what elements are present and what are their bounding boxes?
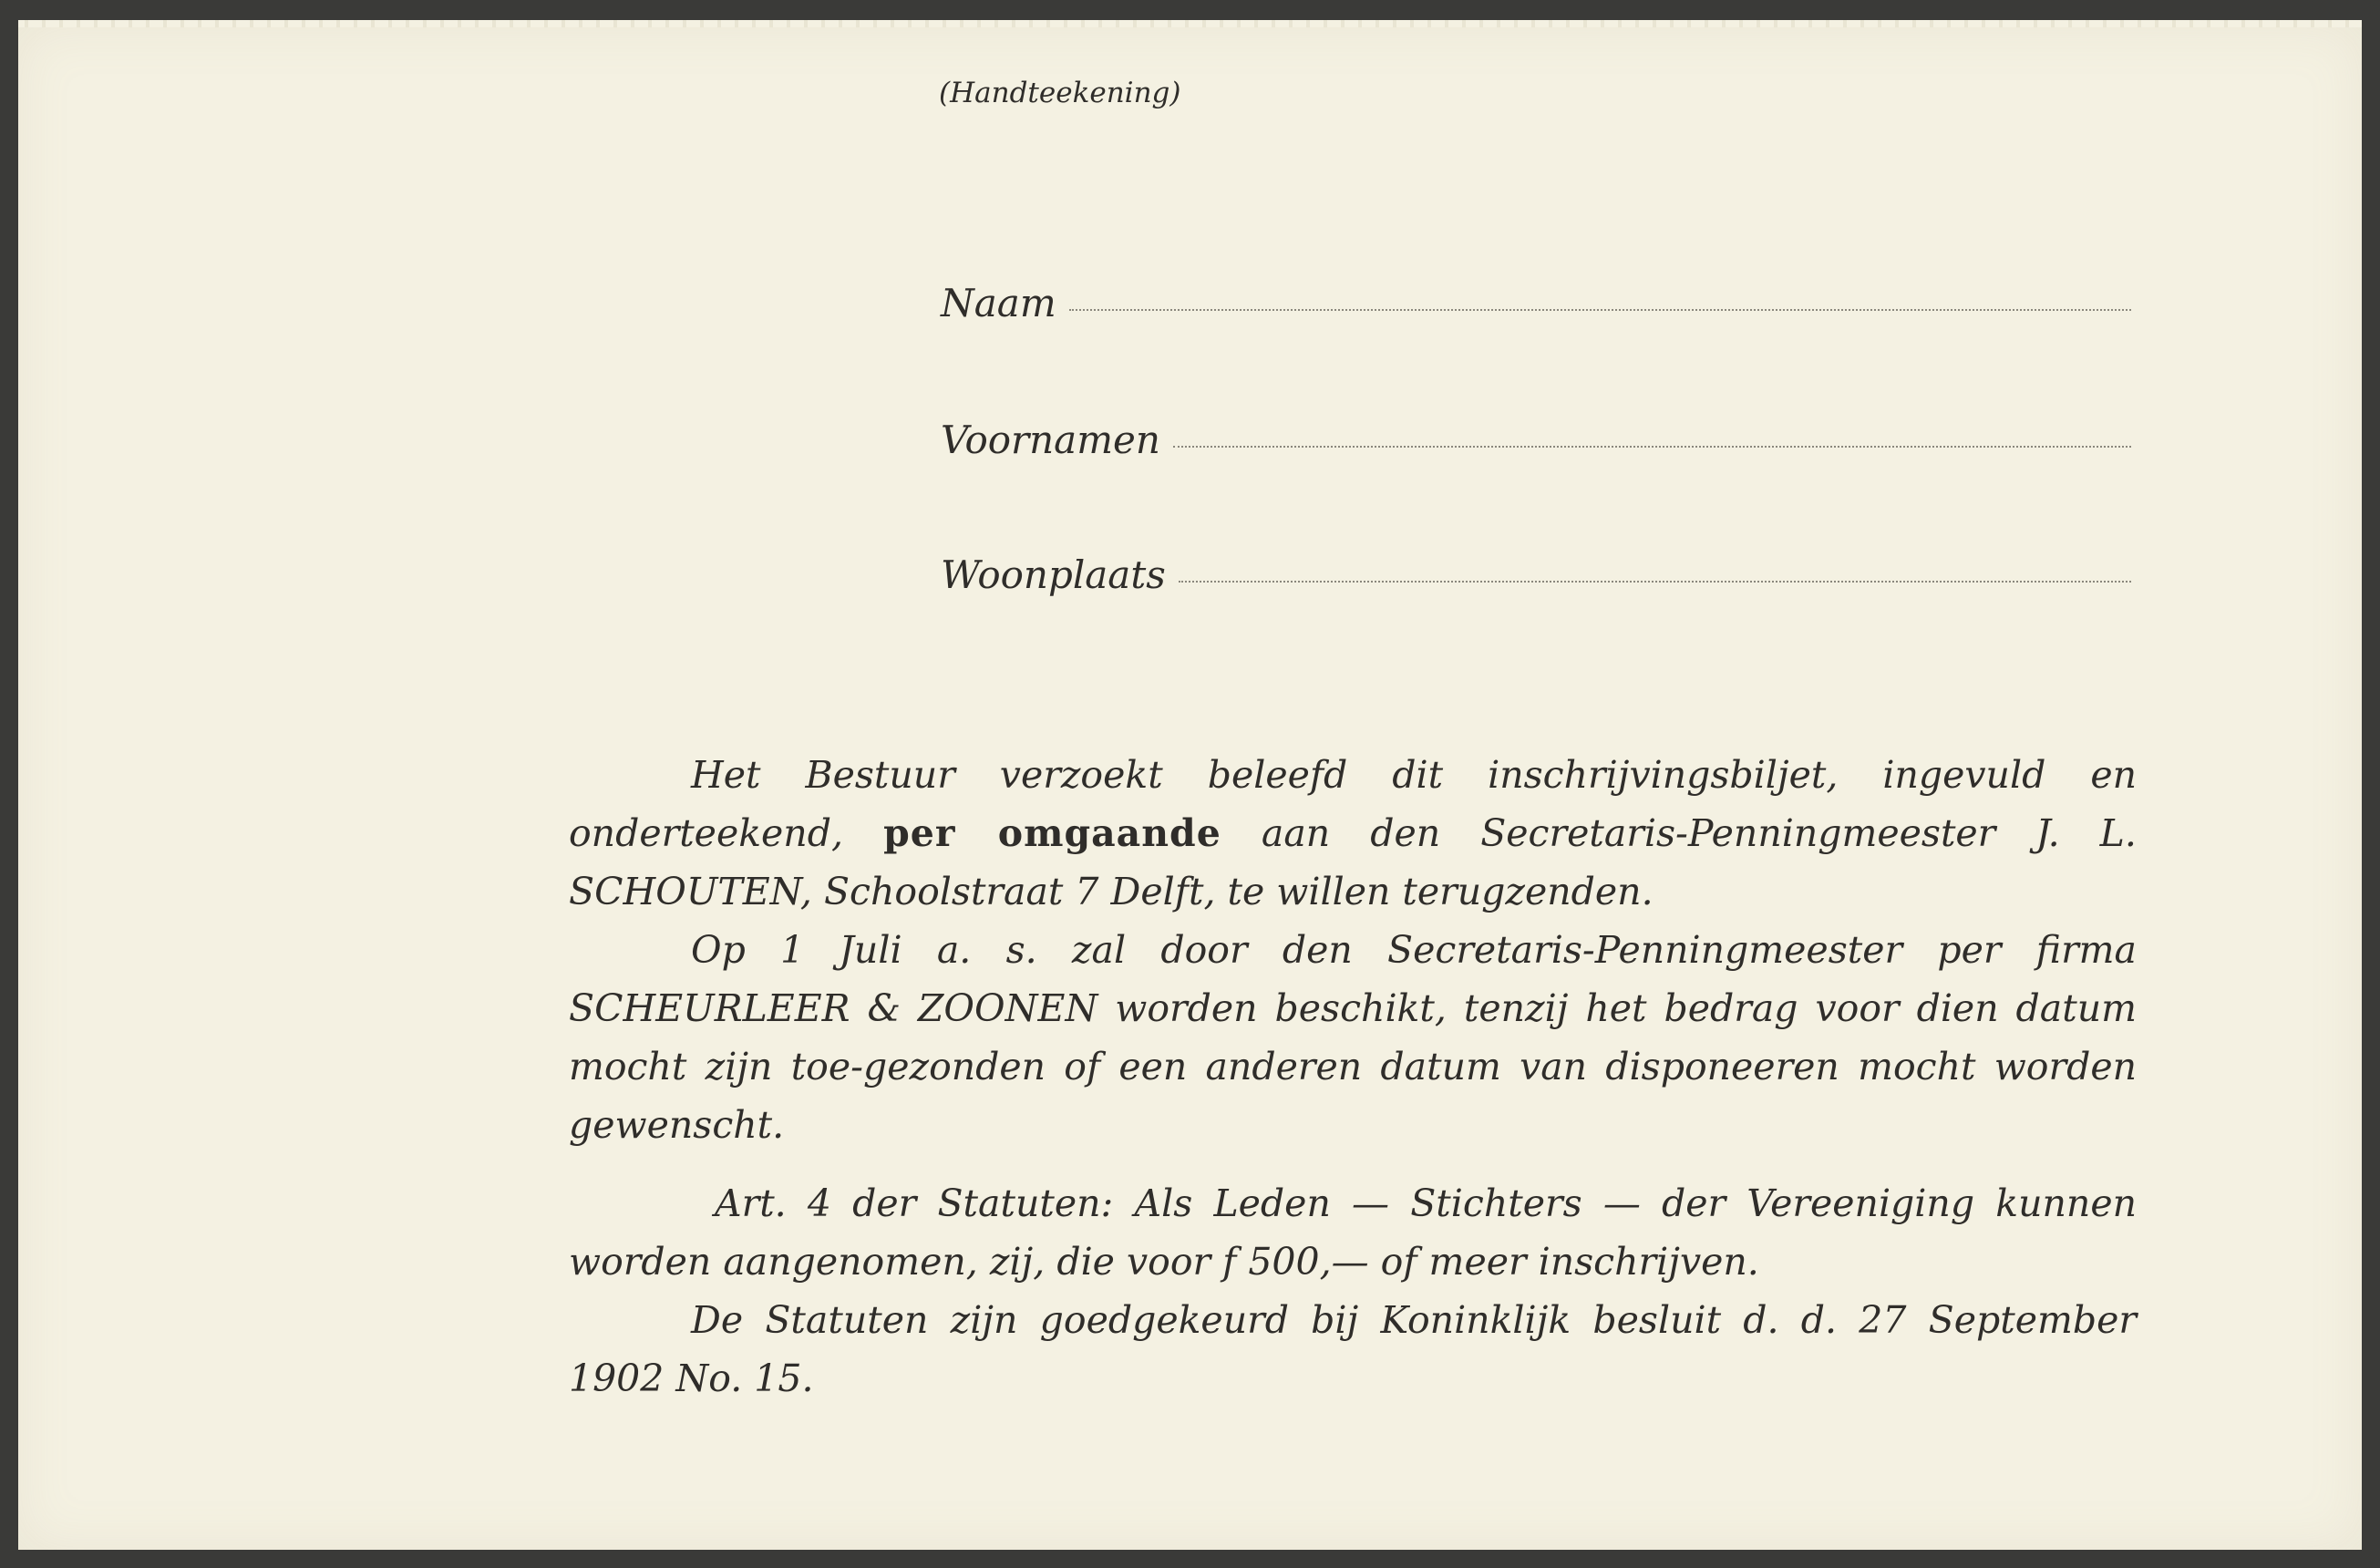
- per-omgaande-emphasis: per omgaande: [883, 811, 1221, 855]
- residence-dotted-line[interactable]: [1179, 580, 2131, 583]
- paragraph-return-line1: Het Bestuur verzoekt beleefd dit inschrijvingsbiljet, ingevuld en onderteekend,: [569, 753, 2137, 855]
- first-names-field[interactable]: [941, 418, 2131, 462]
- paragraph-statutes-approval: De Statuten zijn goedgekeurd bij Koninklijk besluit d. d. 27 September 1902 No. 15.: [569, 1298, 2137, 1400]
- statutes-block: [569, 1174, 2137, 1408]
- residence-field[interactable]: [941, 552, 2131, 597]
- signature-label: (Handteekening): [939, 77, 1181, 109]
- paragraph-return-rest: aan den Secretaris-Penningmeester J. L. SCHOUTEN, Schoolstraat 7 Delft, te willen terugzenden.: [569, 811, 2137, 913]
- paragraph-payment: Op 1 Juli a. s. zal door den Secretaris-Penningmeester per firma SCHEURLEER & ZOONEN worden beschikt, tenzij het bedrag voor dien datum mocht zijn toe-gezonden of een anderen datum van disponeeren mocht worden gewenscht.: [569, 928, 2137, 1147]
- first-names-label: Voornamen: [941, 418, 1160, 462]
- first-names-dotted-line[interactable]: [1173, 445, 2131, 448]
- paragraph-article-4: Art. 4 der Statuten: Als Leden — Stichters — der Vereeniging kunnen worden aangenomen, zij, die voor f 500,— of meer inschrijven.: [569, 1181, 2137, 1284]
- name-label: Naam: [941, 281, 1056, 325]
- name-field[interactable]: [941, 281, 2131, 325]
- paragraph-return-request: [569, 746, 2137, 921]
- residence-label: Woonplaats: [941, 552, 1166, 597]
- document-page: [18, 26, 2362, 1550]
- name-dotted-line[interactable]: [1069, 308, 2131, 311]
- instructions-block: [569, 746, 2137, 1154]
